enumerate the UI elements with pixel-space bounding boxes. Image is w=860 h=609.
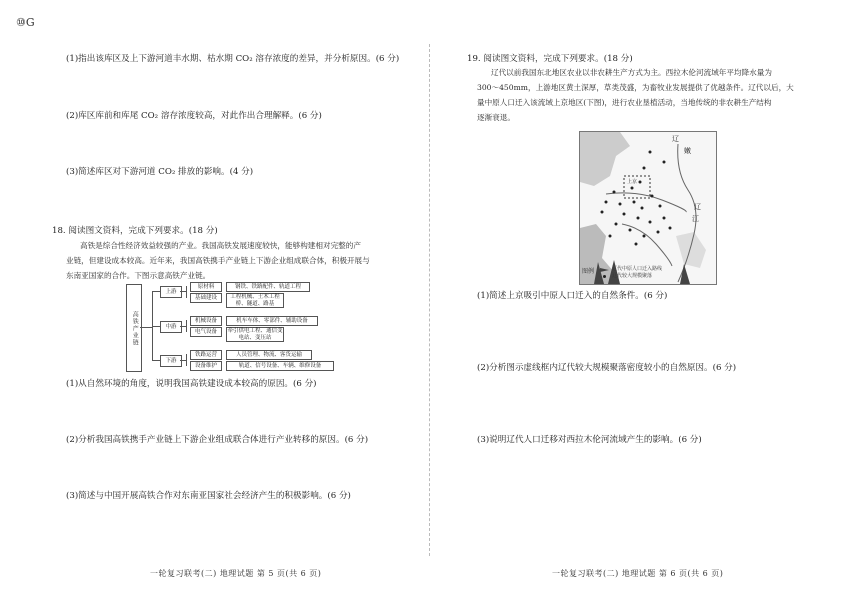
mountain-area [580, 132, 630, 186]
downstream-detail-1: 人员管理、物流、客货运输 [226, 350, 312, 360]
q18-passage-line: 东南亚国家的合作。下图示意高铁产业链。 [66, 271, 211, 280]
liao-map [579, 131, 717, 285]
upstream-raw-materials: 原材料 [190, 282, 222, 292]
industry-chain-diagram [126, 282, 336, 374]
q19-title: 19. 阅读图文资料，完成下列要求。(18 分) [467, 54, 633, 64]
connector-line [152, 360, 160, 361]
downstream-operation: 铁路运营 [190, 350, 222, 360]
q18-part2: (2)分析我国高铁携手产业链上下游企业组成联合体进行产业转移的原因。(6 分) [66, 435, 369, 445]
midstream-machinery: 机械设备 [190, 316, 222, 326]
connector-line [152, 291, 160, 292]
stage-upstream: 上游 [160, 286, 182, 298]
q19-passage-line: 逐渐衰退。 [477, 113, 515, 122]
upstream-infrastructure: 基础建设 [190, 293, 222, 303]
legend-title: 图例 [582, 268, 595, 275]
q17-part3: (3)简述库区对下游河道 CO₂ 排放的影响。(4 分) [66, 167, 254, 177]
chain-root: 高铁产业链 [126, 284, 142, 372]
midstream-detail-1: 机车车体、零部件、辅助设备 [226, 316, 318, 326]
legend-label: 辽代中原人口迁入路线 [612, 266, 663, 272]
map-label-river: 嫩 [684, 147, 691, 155]
q18-passage-line: 业链，但建设成本较高。近年来，我国高铁携手产业链上下游企业组成联合体，积极开展与 [66, 256, 370, 265]
q19-passage-line: 量中原人口迁入该流域上京地区(下图)，进行农业垦植活动，当地传统的非农耕生产结构 [477, 98, 772, 107]
q19-part1: (1)简述上京吸引中原人口迁入的自然条件。(6 分) [477, 291, 668, 301]
river-line [606, 193, 686, 212]
legend-item-route [600, 266, 662, 273]
connector-line [186, 320, 187, 332]
q18-title: 18. 阅读图文资料，完成下列要求。(18 分) [52, 226, 218, 236]
q18-part1: (1)从自然环境的角度，说明我国高铁建设成本较高的原因。(6 分) [66, 379, 317, 389]
q19-passage-line: 辽代以前我国东北地区农业以非农耕生产方式为主。西拉木伦河流域年平均降水量为 [491, 68, 772, 77]
q19-part3: (3)说明辽代人口迁移对西拉木伦河流域产生的影响。(6 分) [477, 435, 702, 445]
q17-part2: (2)库区库前和库尾 CO₂ 溶存浓度较高，对此作出合理解释。(6 分) [66, 111, 322, 121]
q19-part2: (2)分析图示虚线框内辽代较大规模聚落密度较小的自然原因。(6 分) [477, 363, 737, 373]
map-label-river: 江 [692, 215, 699, 223]
map-label-shangjing: 上京 [627, 179, 638, 185]
q18-part3: (3)简述与中国开展高铁合作对东南亚国家社会经济产生的积极影响。(6 分) [66, 491, 351, 501]
page-footer-left: 一轮复习联考(二) 地理试题 第 5 页(共 6 页) [150, 569, 322, 578]
connector-line [186, 354, 187, 366]
mountain-area [676, 232, 706, 268]
q18-passage [66, 238, 370, 283]
upstream-detail-1: 钢铁、铁路配件、轨道工程 [226, 282, 310, 292]
downstream-detail-2: 轨道、信号设备、车辆、维修设备 [226, 361, 334, 371]
map-legend [582, 266, 663, 280]
legend-item-settlement [600, 273, 662, 280]
connector-line [152, 326, 160, 327]
q17-part1: (1)指出该库区及上下游河道丰水期、枯水期 CO₂ 溶存浓度的差异，并分析原因。(6 分) [66, 54, 400, 64]
dot-icon [603, 275, 606, 278]
stage-downstream: 下游 [160, 355, 182, 367]
midstream-electrical: 电气设备 [190, 327, 222, 337]
map-label-river: 辽 [694, 203, 701, 211]
legend-label: 辽代较大规模聚落 [612, 273, 653, 279]
brand-logo: ⑩G [16, 16, 35, 29]
page-footer-right: 一轮复习联考(二) 地理试题 第 6 页(共 6 页) [552, 569, 724, 578]
page-divider [429, 44, 430, 556]
q19-passage-line: 300～450mm，上游地区黄土深厚，草类茂盛，为畜牧业发展提供了优越条件。辽代以后，大 [477, 83, 794, 92]
map-label-liao: 辽 [672, 135, 679, 143]
arrow-icon [600, 268, 609, 272]
q19-passage [477, 65, 794, 125]
q18-passage-line: 高铁是综合性经济效益较强的产业。我国高铁发展速度较快，能够构建相对完整的产 [80, 241, 361, 250]
stage-midstream: 中游 [160, 321, 182, 333]
connector-line [186, 286, 187, 298]
upstream-detail-2: 工程机械、土木工程桥、隧道、路基 [226, 293, 284, 308]
midstream-detail-2: 牵引供电工程、通信变电站、变压站 [227, 328, 283, 341]
downstream-maintenance: 设备维护 [190, 361, 222, 371]
connector-line [140, 327, 152, 328]
